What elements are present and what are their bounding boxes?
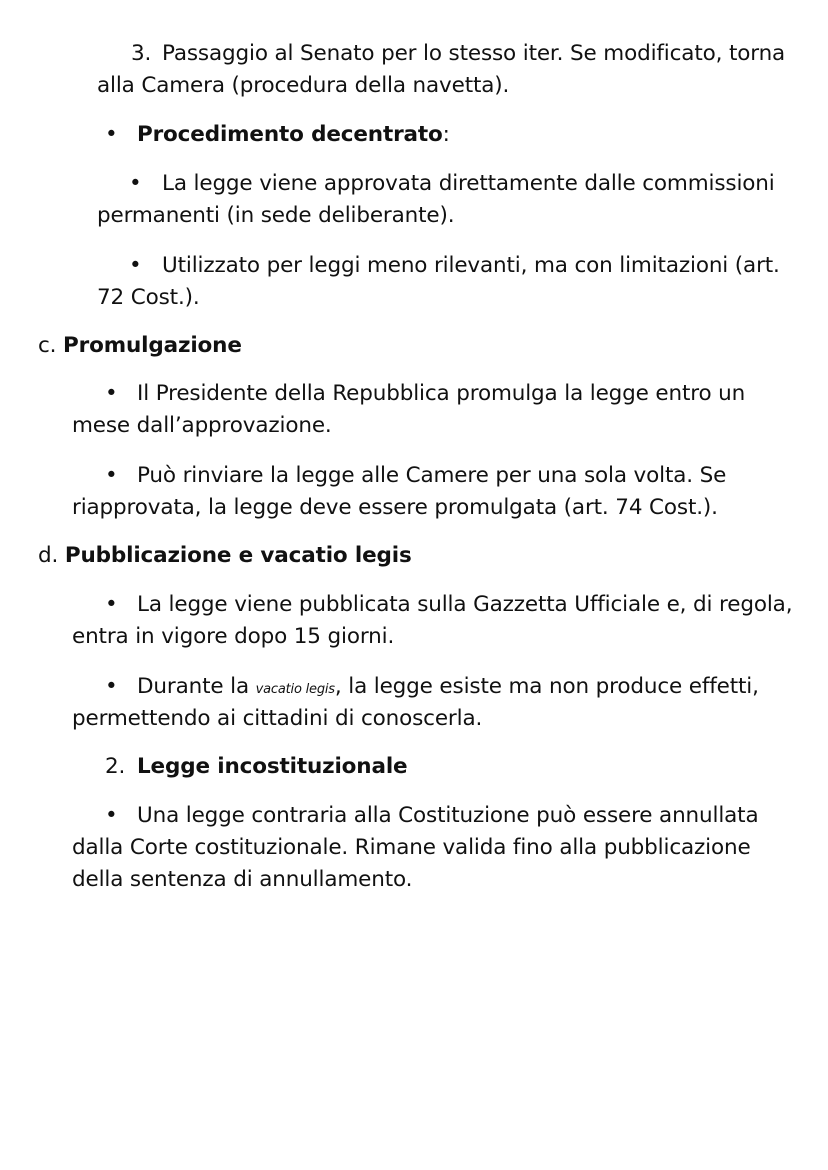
bullet-icon: • <box>105 803 118 828</box>
list-number: 2. <box>105 754 126 779</box>
list-item-line <box>137 671 759 706</box>
section-heading <box>137 119 450 151</box>
list-item-line: della sentenza di annullamento. <box>72 867 413 892</box>
bullet-icon: • <box>105 381 118 406</box>
list-item-line: La legge viene approvata direttamente dalle commissioni <box>162 171 775 196</box>
section-letter: c. <box>38 333 57 358</box>
bullet-icon: • <box>129 171 142 196</box>
bullet-icon: • <box>105 592 118 617</box>
heading-colon: : <box>442 122 450 147</box>
list-item-line: mese dall’approvazione. <box>72 413 332 438</box>
text-run: , la legge esiste ma non produce effetti, <box>334 674 759 699</box>
list-number: 3. <box>131 41 152 66</box>
heading-text: Procedimento decentrato <box>137 122 443 147</box>
text-run: Durante la <box>137 674 256 699</box>
section-letter: d. <box>38 543 59 568</box>
list-item-line: Utilizzato per leggi meno rilevanti, ma con limitazioni (art. <box>162 253 780 278</box>
bullet-icon: • <box>105 122 118 147</box>
list-item-line: permettendo ai cittadini di conoscerla. <box>72 706 483 731</box>
bullet-icon: • <box>105 463 118 488</box>
list-item-line: permanenti (in sede deliberante). <box>97 203 455 228</box>
list-item-line: Può rinviare la legge alle Camere per una sola volta. Se <box>137 463 727 488</box>
bullet-icon: • <box>105 674 118 699</box>
bullet-icon: • <box>129 253 142 278</box>
section-heading <box>38 330 242 362</box>
list-item-line: entra in vigore dopo 15 giorni. <box>72 624 395 649</box>
list-item-line: riapprovata, la legge deve essere promulgata (art. 74 Cost.). <box>72 495 718 520</box>
list-item-line: Una legge contraria alla Costituzione può essere annullata <box>137 803 759 828</box>
list-item-line: La legge viene pubblicata sulla Gazzetta Ufficiale e, di regola, <box>137 592 793 617</box>
list-item-line: dalla Corte costituzionale. Rimane valida fino alla pubblicazione <box>72 835 751 860</box>
section-heading <box>38 540 412 572</box>
paragraph-line: Passaggio al Senato per lo stesso iter. Se modificato, torna <box>162 41 786 66</box>
section-heading: Legge incostituzionale <box>137 754 408 779</box>
list-item-line: 72 Cost.). <box>97 285 200 310</box>
heading-text: Promulgazione <box>63 333 242 358</box>
heading-text: Pubblicazione e vacatio legis <box>64 543 412 568</box>
list-item-line: Il Presidente della Repubblica promulga la legge entro un <box>137 381 746 406</box>
paragraph-line: alla Camera (procedura della navetta). <box>97 73 510 98</box>
italic-term: vacatio legis <box>255 682 335 697</box>
